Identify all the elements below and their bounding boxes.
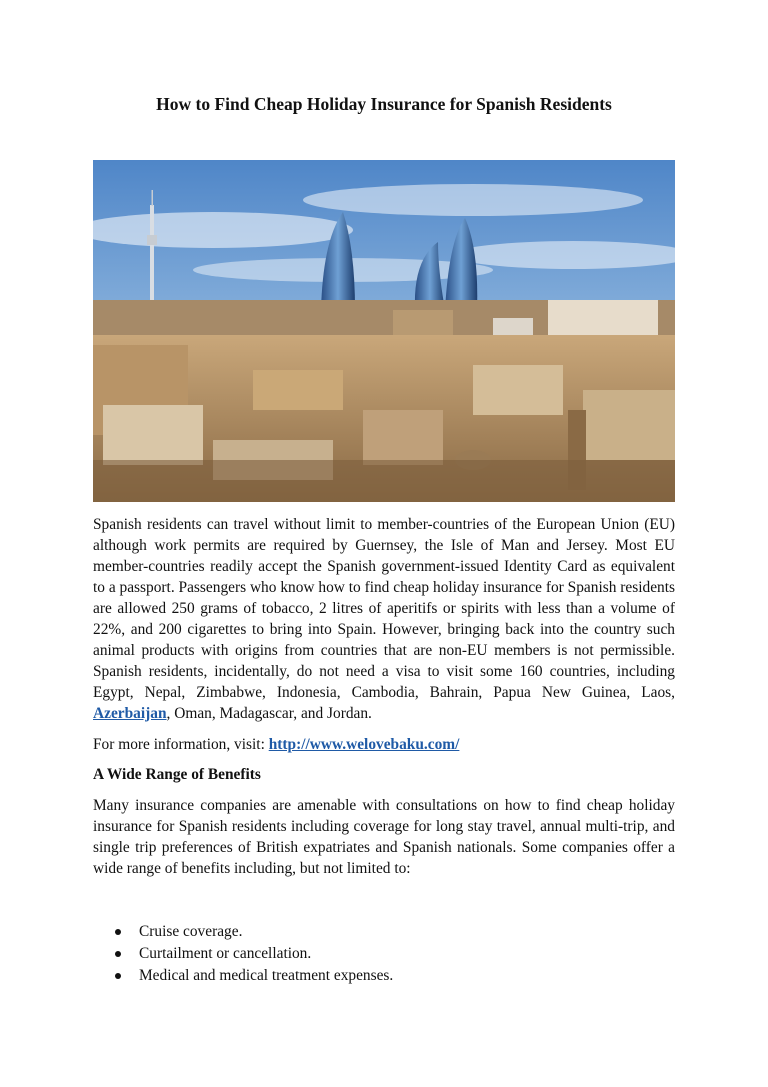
list-item <box>93 921 653 943</box>
bullet-icon <box>115 973 121 979</box>
intro-paragraph-text: Spanish residents can travel without limit to member-countries of the European Union (EU) although work permits are required by Guernsey, the Isle of Man and Jersey. Most EU member-countries readily accept the Spanish government-issued Identity Card as equivalent to a passport. Passengers who know how to find cheap holiday insurance for Spanish residents are allowed 250 grams of tobacco, 2 litres of aperitifs or spirits with less than a volume of 22%, and 200 cigarettes to bring into Spain. However, bringing back into the country such animal products with origins from countries that are non-EU members is not permissible. Spanish residents, incidentally, do not need a visa to visit some 160 countries, including Egypt, Nepal, Zimbabwe, Indonesia, Cambodia, Bahrain, Papua New Guinea, Laos, <box>93 516 675 701</box>
list-item-text: Medical and medical treatment expenses. <box>139 967 394 984</box>
more-info-prefix: For more information, visit: <box>93 736 269 753</box>
list-item <box>93 943 653 965</box>
page-title: How to Find Cheap Holiday Insurance for Spanish Residents <box>156 94 612 114</box>
bullet-icon <box>115 951 121 957</box>
section-heading: A Wide Range of Benefits <box>93 766 261 783</box>
benefits-paragraph: Many insurance companies are amenable with consultations on how to find cheap holiday insurance for Spanish residents including coverage for long stay travel, annual multi-trip, and single trip preferences of British expatriates and Spanish nationals. Some companies offer a wide range of benefits including, but not limited to: <box>93 797 675 877</box>
list-item <box>93 965 653 987</box>
list-item-text: Curtailment or cancellation. <box>139 945 312 962</box>
intro-paragraph <box>93 514 675 724</box>
azerbaijan-link[interactable]: Azerbaijan <box>93 705 167 722</box>
welovebaku-link[interactable]: http://www.welovebaku.com/ <box>268 736 460 753</box>
benefits-list <box>93 921 653 987</box>
bullet-icon <box>115 929 121 935</box>
baku-skyline-photo <box>93 160 675 502</box>
intro-paragraph-tail: , Oman, Madagascar, and Jordan. <box>166 705 372 722</box>
more-info-paragraph <box>93 734 675 755</box>
list-item-text: Cruise coverage. <box>139 923 243 940</box>
